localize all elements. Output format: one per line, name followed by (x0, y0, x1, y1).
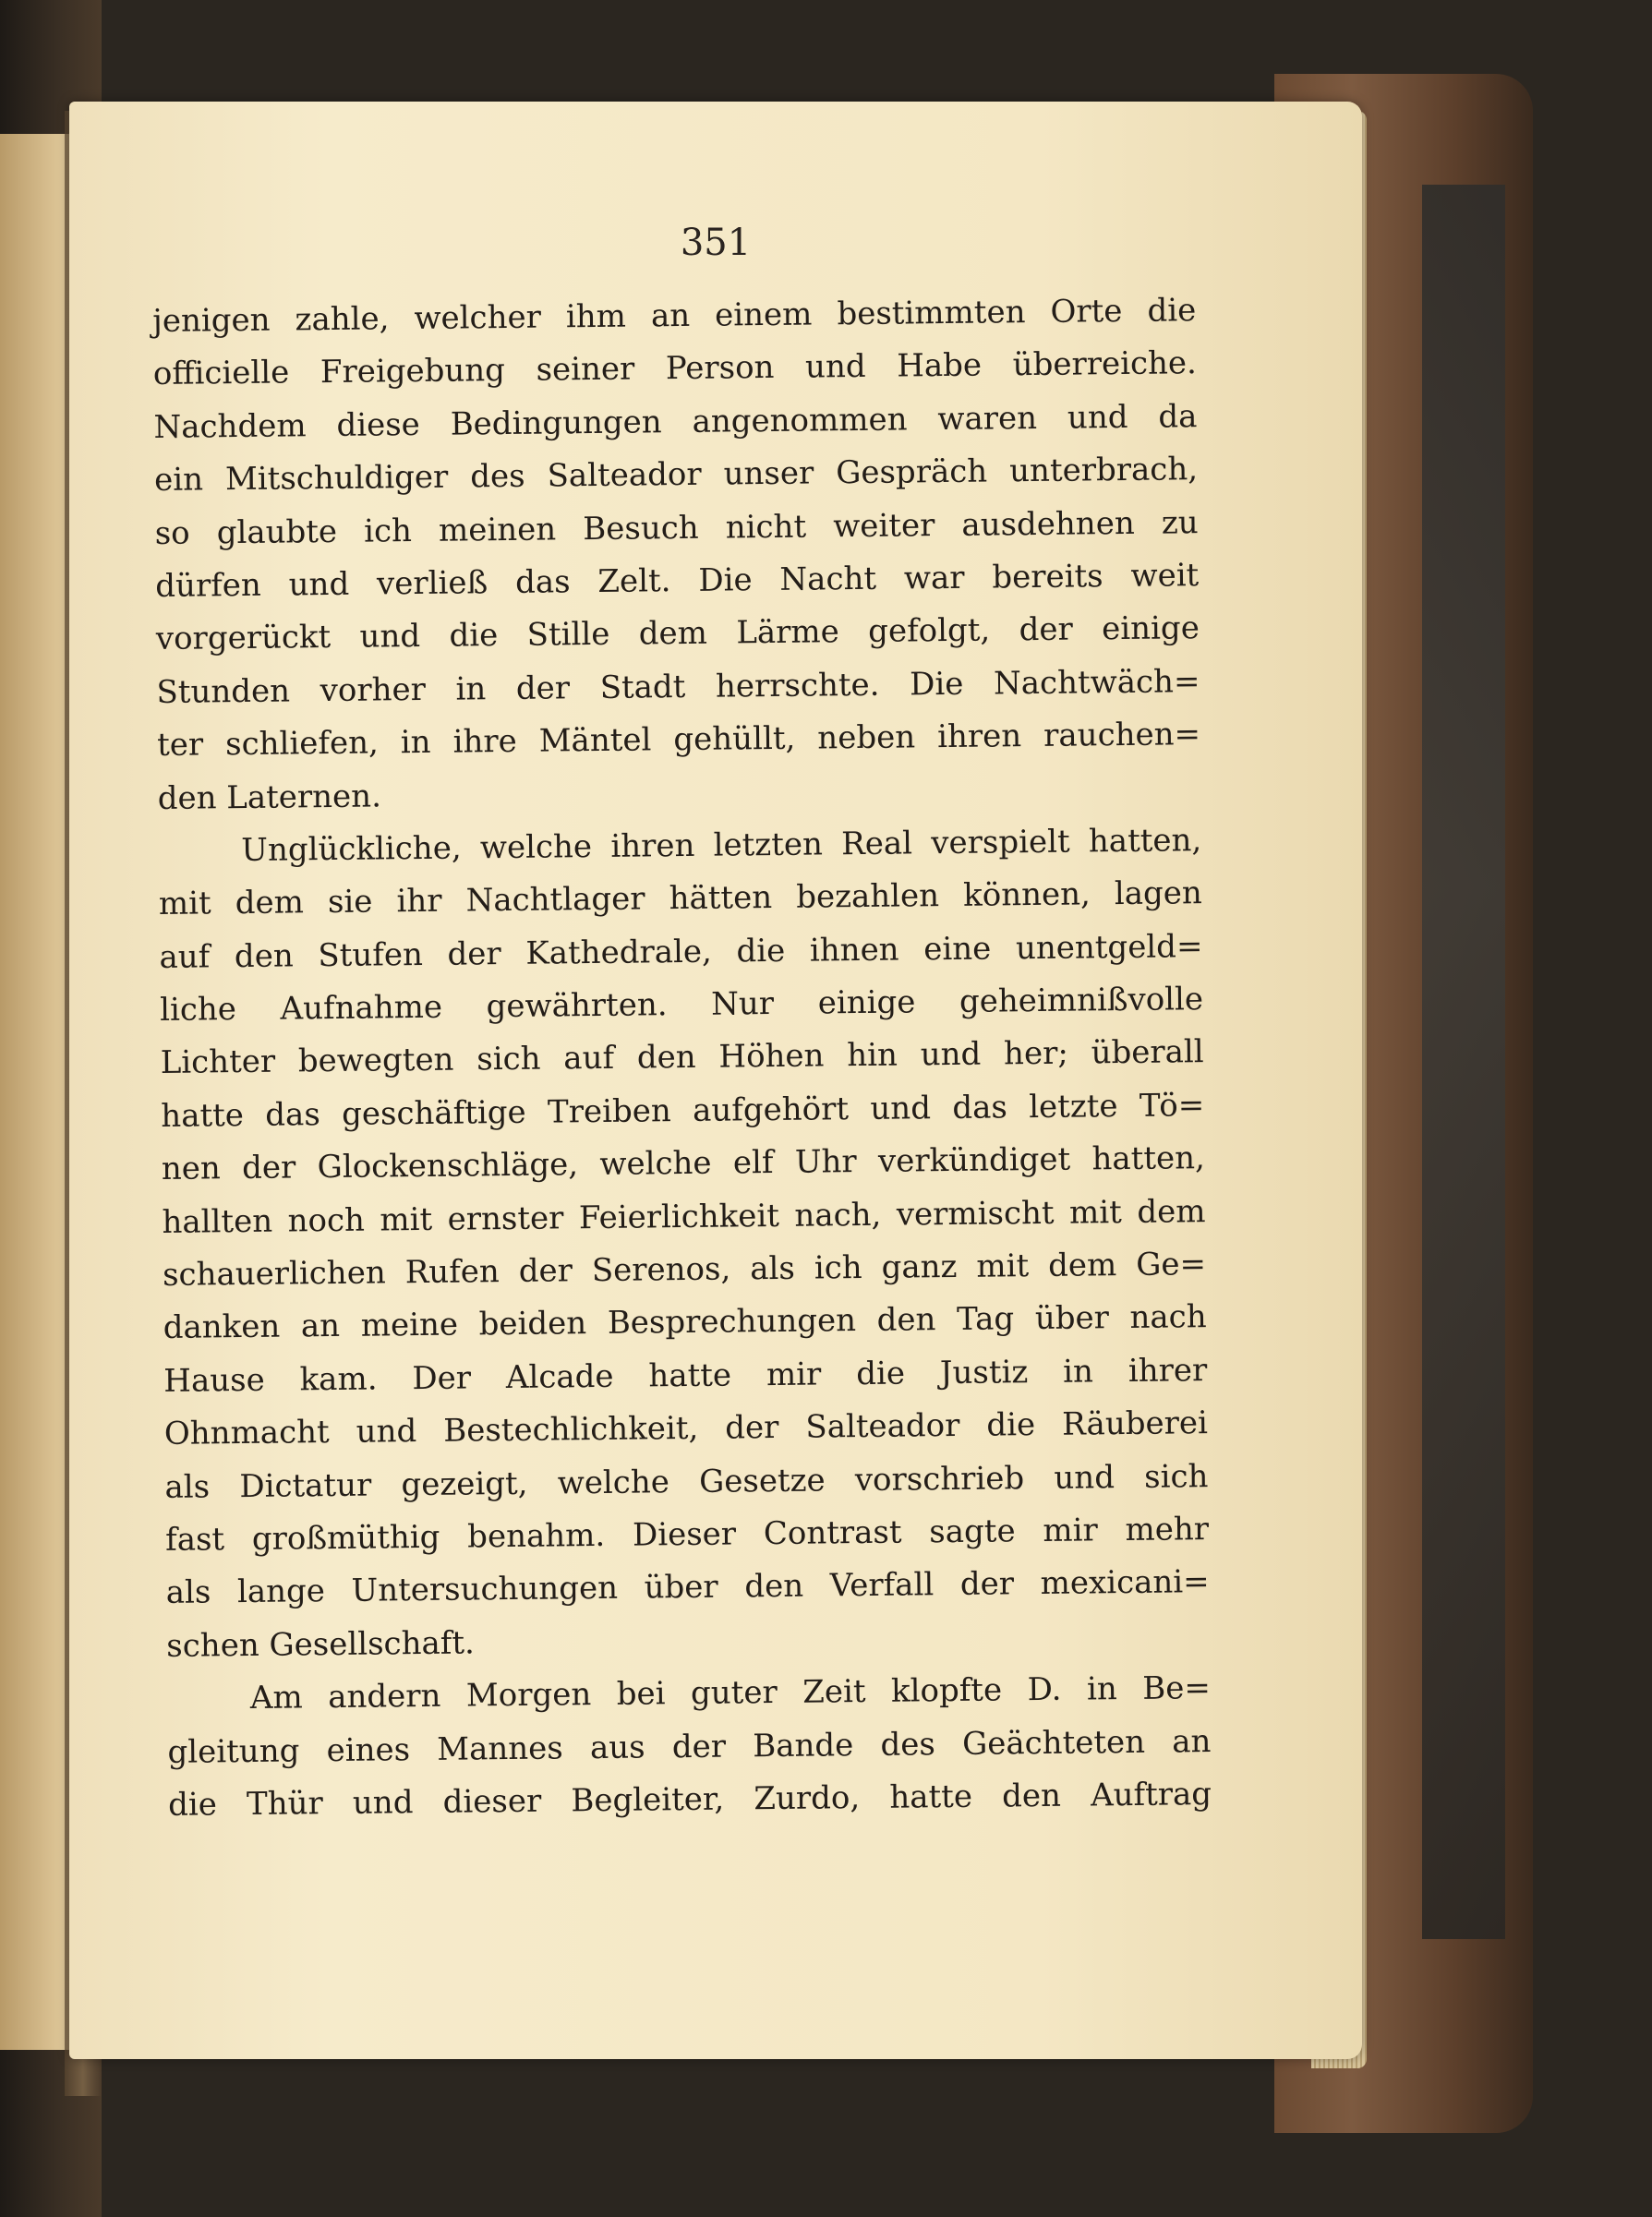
body-text (152, 284, 1212, 1832)
text-line: die Thür und dieser Begleiter, Zurdo, hatte den Auftrag (167, 1776, 1212, 1824)
page-number (69, 222, 1362, 264)
text-line: auf den Stufen der Kathedrale, die ihnen eine unentgeld= (159, 927, 1203, 976)
text-line: danken an meine beiden Besprechungen den Tag über nach (163, 1298, 1207, 1347)
page-number-text: 351 (680, 222, 752, 264)
text-line: dürfen und verließ das Zelt. Die Nacht war bereits weit (155, 557, 1200, 605)
cover-wear-patch (1422, 185, 1505, 1939)
text-line: Unglückliche, welche ihren letzten Real verspielt hatten, (241, 822, 1202, 869)
text-line: Hause kam. Der Alcade hatte mir die Justiz in ihrer (163, 1351, 1208, 1400)
text-line: ein Mitschuldiger des Salteador unser Gespräch unterbrach, (153, 451, 1199, 500)
text-line: gleitung eines Mannes aus der Bande des Geächteten an (167, 1722, 1212, 1771)
text-line: ter schliefen, in ihre Mäntel gehüllt, neben ihren rauchen= (156, 716, 1201, 765)
text-line: den Laternen. (157, 777, 382, 817)
book-page (69, 102, 1362, 2059)
text-line: schen Gesellschaft. (166, 1624, 476, 1665)
text-line: hallten noch mit ernster Feierlichkeit nach, vermischt mit dem (162, 1192, 1206, 1241)
text-line: officielle Freigebung seiner Person und Habe überreiche. (152, 344, 1198, 393)
text-line: nen der Glockenschläge, welche elf Uhr verkündiget hatten, (161, 1139, 1206, 1188)
text-line: vorgerückt und die Stille dem Lärme gefolgt, der einige (155, 609, 1200, 658)
text-line: so glaubte ich meinen Besuch nicht weiter ausdehnen zu (154, 503, 1199, 552)
text-line: mit dem sie ihr Nachtlager hätten bezahlen können, lagen (158, 874, 1203, 923)
text-line: schauerlichen Rufen der Serenos, als ich ganz mit dem Ge= (162, 1246, 1207, 1294)
text-line: Am andern Morgen bei guter Zeit klopfte D. in Be= (249, 1669, 1212, 1717)
text-line: als Dictatur gezeigt, welche Gesetze vorschrieb und sich (164, 1457, 1209, 1506)
text-line: hatte das geschäftige Treiben aufgehört und das letzte Tö= (161, 1086, 1205, 1135)
text-line: Nachdem diese Bedingungen angenommen waren und da (153, 397, 1198, 446)
text-line: als lange Untersuchungen über den Verfall der mexicani= (165, 1563, 1210, 1612)
text-line: fast großmüthig benahm. Dieser Contrast sagte mir mehr (164, 1511, 1210, 1559)
text-line: jenigen zahle, welcher ihm an einem bestimmten Orte die (152, 292, 1197, 340)
text-line: Ohnmacht und Bestechlichkeit, der Salteador die Räuberei (163, 1404, 1209, 1453)
text-line: Lichter bewegten sich auf den Höhen hin und her; überall (160, 1033, 1204, 1082)
text-line: Stunden vorher in der Stadt herrschte. Die Nachtwäch= (156, 662, 1200, 711)
text-line: liche Aufnahme gewährten. Nur einige geheimnißvolle (159, 981, 1204, 1030)
